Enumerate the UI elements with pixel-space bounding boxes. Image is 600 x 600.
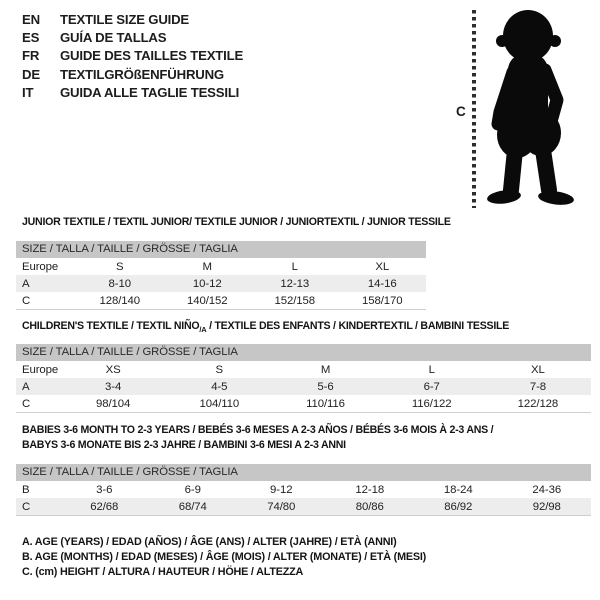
row-label: Europe <box>22 260 59 273</box>
months-cell: 12-18 <box>355 483 385 496</box>
size-cell: M <box>202 260 212 273</box>
table-row-age-a <box>16 378 591 395</box>
height-cell: 98/104 <box>95 397 131 410</box>
size-header-bar: SIZE / TALLA / TAILLE / GRÖSSE / TAGLIA <box>16 464 591 481</box>
size-cell: XL <box>375 260 390 273</box>
children-size-table <box>16 344 591 413</box>
junior-section-title: JUNIOR TEXTILE / TEXTIL JUNIOR/ TEXTILE JUNIOR / JUNIORTEXTIL / JUNIOR TESSILE <box>22 216 451 228</box>
months-cell: 24-36 <box>532 483 562 496</box>
table-row-age-a <box>16 275 426 292</box>
size-cell: M <box>320 363 331 376</box>
babies-section-title <box>22 423 493 452</box>
language-row-fr <box>22 49 243 63</box>
children-title-post: / TEXTILE DES ENFANTS / KINDERTEXTIL / BAMBINI TESSILE <box>206 320 510 332</box>
row-label: A <box>22 277 30 290</box>
size-header-bar: SIZE / TALLA / TAILLE / GRÖSSE / TAGLIA <box>16 344 591 361</box>
table-body <box>16 481 591 516</box>
height-measure-dashed-line <box>472 10 476 208</box>
babies-title-line2: BABYS 3-6 MONATE BIS 2-3 JAHRE / BAMBINI 3-6 MESI A 2-3 ANNI <box>22 438 346 451</box>
language-code: IT <box>22 84 34 100</box>
language-code: DE <box>22 66 40 82</box>
table-body <box>16 258 426 310</box>
size-cell: S <box>116 260 124 273</box>
size-cell: L <box>291 260 298 273</box>
size-cell: S <box>215 363 224 376</box>
language-code: ES <box>22 30 40 46</box>
language-label: GUÍA DE TALLAS <box>60 30 167 46</box>
row-label: A <box>22 380 30 393</box>
language-label: GUIDA ALLE TAGLIE TESSILI <box>60 84 240 100</box>
age-cell: 4-5 <box>211 380 228 393</box>
height-cell: 152/158 <box>274 294 315 307</box>
junior-size-table <box>16 241 426 310</box>
height-cell: 74/80 <box>267 500 296 513</box>
height-cell: 104/110 <box>199 397 240 410</box>
row-label: Europe <box>22 363 59 376</box>
row-label: C <box>22 294 31 307</box>
age-cell: 3-4 <box>105 380 122 393</box>
height-cell: 68/74 <box>178 500 207 513</box>
children-title-subscript: /A <box>199 324 207 334</box>
language-row-it <box>22 86 243 100</box>
language-row-de <box>22 68 243 82</box>
height-cell: 140/152 <box>187 294 228 307</box>
row-label: B <box>22 483 30 496</box>
language-label: TEXTILGRÖßENFÜHRUNG <box>60 66 224 82</box>
age-cell: 10-12 <box>192 277 222 290</box>
age-cell: 7-8 <box>529 380 546 393</box>
babies-title-line1: BABIES 3-6 MONTH TO 2-3 YEARS / BEBÉS 3-6 MESES A 2-3 AÑOS / BÉBÉS 3-6 MOIS À 2-3 ANS / <box>22 424 494 436</box>
height-cell: 86/92 <box>444 500 473 513</box>
age-cell: 12-13 <box>280 277 310 290</box>
footnote-a: A. AGE (YEARS) / EDAD (AÑOS) / ÂGE (ANS) / ALTER (JAHRE) / ETÀ (ANNI) <box>22 536 397 548</box>
babies-size-table <box>16 464 591 516</box>
height-measure-label: C <box>456 104 466 119</box>
size-cell: L <box>428 363 435 376</box>
table-row-height-c <box>16 498 591 515</box>
children-section-title <box>22 319 509 335</box>
footnote-legend <box>22 536 426 578</box>
height-cell: 122/128 <box>517 397 559 410</box>
height-cell: 116/122 <box>411 397 452 410</box>
age-cell: 5-6 <box>317 380 334 393</box>
footnote-b: B. AGE (MONTHS) / EDAD (MESES) / ÂGE (MOIS) / ALTER (MONATE) / ETÀ (MESI) <box>22 551 427 564</box>
row-label: C <box>22 500 31 513</box>
language-row-en <box>22 13 243 27</box>
language-code: FR <box>22 48 40 64</box>
height-cell: 92/98 <box>532 500 561 513</box>
language-code: EN <box>22 12 40 27</box>
height-cell: 80/86 <box>355 500 384 513</box>
table-row-height-c <box>16 292 426 309</box>
months-cell: 3-6 <box>96 483 113 496</box>
age-cell: 8-10 <box>108 277 131 290</box>
footnote-c: C. (cm) HEIGHT / ALTURA / HAUTEUR / HÖHE / ALTEZZA <box>22 566 304 579</box>
size-header-bar: SIZE / TALLA / TAILLE / GRÖSSE / TAGLIA <box>16 241 426 258</box>
language-title-list <box>22 13 243 99</box>
table-row-months-b <box>16 481 591 498</box>
language-label: GUIDE DES TAILLES TEXTILE <box>60 48 244 64</box>
age-cell: 6-7 <box>423 380 440 393</box>
children-title-pre: CHILDREN'S TEXTILE / TEXTIL NIÑO <box>22 320 200 332</box>
table-row-europe <box>16 361 591 378</box>
months-cell: 6-9 <box>184 483 201 496</box>
height-cell: 128/140 <box>99 294 140 307</box>
language-label: TEXTILE SIZE GUIDE <box>60 12 190 27</box>
height-cell: 158/170 <box>362 294 403 307</box>
baby-silhouette-icon <box>480 8 576 208</box>
table-row-europe <box>16 258 426 275</box>
table-body <box>16 361 591 413</box>
size-cell: XS <box>105 363 121 376</box>
table-row-height-c <box>16 395 591 412</box>
row-label: C <box>22 397 31 410</box>
age-cell: 14-16 <box>367 277 397 290</box>
size-cell: XL <box>531 363 545 376</box>
height-cell: 110/116 <box>306 397 345 410</box>
height-cell: 62/68 <box>90 500 119 513</box>
months-cell: 9-12 <box>270 483 293 496</box>
language-row-es <box>22 31 243 45</box>
months-cell: 18-24 <box>443 483 473 496</box>
